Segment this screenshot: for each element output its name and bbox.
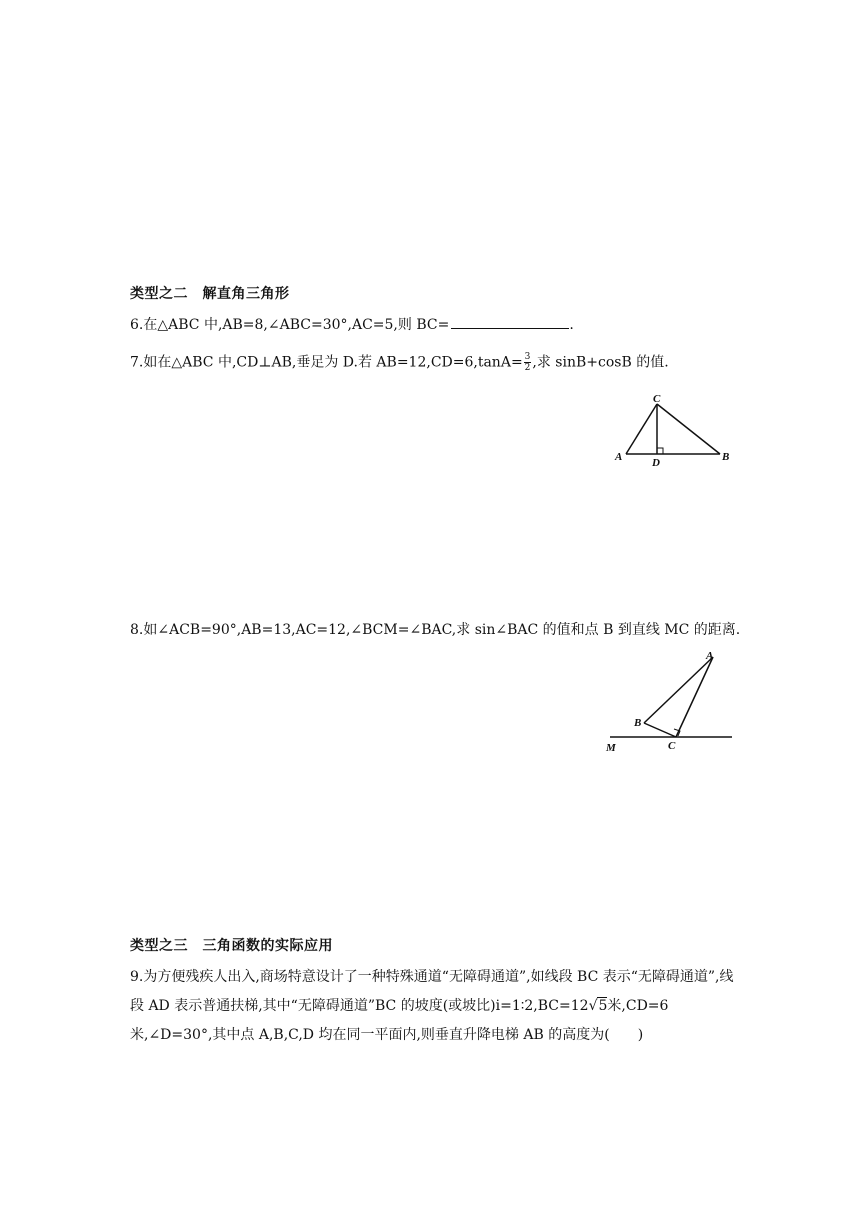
- triangle-figure-q7: [608, 392, 738, 470]
- triangle-figure-q8: [600, 645, 740, 757]
- side-AB: [644, 657, 713, 723]
- sqrt-radicand: 5: [598, 998, 608, 1014]
- question-6-text: 6.在△ABC 中,AB=8,∠ABC=30°,AC=5,则 BC=: [130, 317, 450, 333]
- section-heading: 类型之三 三角函数的实际应用: [130, 938, 333, 954]
- section-heading: 类型之二 解直角三角形: [130, 286, 290, 302]
- question-8-text: 8.如∠ACB=90°,AB=13,AC=12,∠BCM=∠BAC,求 sin∠BAC 的值和点 B 到直线 MC 的距离.: [130, 622, 741, 638]
- label-M: M: [606, 742, 616, 754]
- question-6: [130, 314, 574, 335]
- fraction-denominator: 2: [524, 363, 531, 373]
- label-B: B: [722, 451, 730, 463]
- side-AC: [626, 404, 657, 454]
- side-AC: [676, 657, 713, 737]
- question-7-text-tail: ,求 sinB+cosB 的值.: [532, 354, 669, 371]
- label-C: C: [668, 740, 676, 752]
- label-A: A: [706, 650, 714, 662]
- label-B: B: [634, 717, 642, 729]
- question-9: [130, 963, 740, 1050]
- sqrt-sign: √: [588, 998, 598, 1014]
- question-8: [130, 620, 740, 640]
- question-7: [130, 352, 669, 373]
- right-angle-mark: [657, 448, 663, 454]
- question-9-text: 9.为方便残疾人出入,商场特意设计了一种特殊通道“无障碍通道”,如线段 BC 表示“无障碍通道”,线段 AD 表示普通扶梯,其中“无障碍通道”BC 的坡度(或坡比)i=1∶2,BC=12: [130, 969, 734, 1014]
- question-6-end: .: [569, 317, 574, 333]
- label-C: C: [653, 393, 661, 405]
- question-9-text-tail: 米,CD=6 米,∠D=30°,其中点 A,B,C,D 均在同一平面内,则垂直升降电梯 AB 的高度为( ): [130, 998, 669, 1043]
- fraction-3-over-2: [524, 352, 532, 373]
- answer-blank[interactable]: [451, 314, 569, 329]
- label-A: A: [615, 451, 623, 463]
- fraction-numerator: 3: [524, 352, 531, 362]
- label-D: D: [652, 457, 660, 469]
- side-BC: [644, 723, 676, 737]
- side-CB: [657, 404, 720, 454]
- question-7-text: 7.如在△ABC 中,CD⊥AB,垂足为 D.若 AB=12,CD=6,tanA=: [130, 354, 523, 371]
